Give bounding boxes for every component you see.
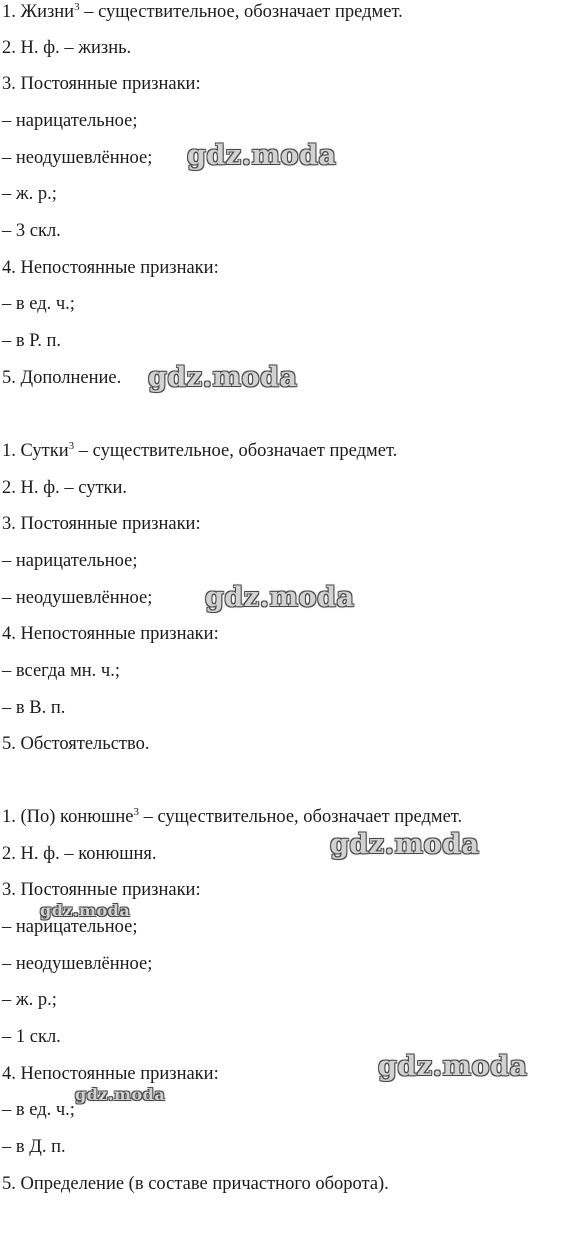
- block2-line-5: – неодушевлённое;: [2, 588, 153, 608]
- block1-line-4: – нарицательное;: [2, 111, 138, 131]
- watermark-logo: gdz.moda: [75, 1085, 166, 1104]
- watermark-logo: gdz.moda: [148, 362, 298, 393]
- block3-line-8: 4. Непостоянные признаки:: [2, 1064, 219, 1084]
- block1-line-7: – 3 скл.: [2, 221, 61, 241]
- block1-line-2: 2. Н. ф. – жизнь.: [2, 38, 132, 58]
- watermark-logo: gdz.moda: [40, 901, 131, 920]
- block1-line-1: 1. Жизни$^3$ – существительное, обозначает предмет.: [2, 1, 403, 22]
- block3-line-9: – в ед. ч.;: [2, 1100, 75, 1120]
- block2-line-3: 3. Постоянные признаки:: [2, 514, 201, 534]
- block1-line-6: – ж. р.;: [2, 184, 57, 204]
- block2-line-9: 5. Обстоятельство.: [2, 734, 150, 754]
- block2-line-1: 1. Сутки$^3$ – существительное, обозначает предмет.: [2, 440, 398, 461]
- block3-line-2: 2. Н. ф. – конюшня.: [2, 844, 157, 864]
- block3-line-4: – нарицательное;: [2, 917, 138, 937]
- block3-line-3: 3. Постоянные признаки:: [2, 880, 201, 900]
- block2-line-8: – в В. п.: [2, 698, 66, 718]
- block1-line-8: 4. Непостоянные признаки:: [2, 258, 219, 278]
- watermark-logo: gdz.moda: [378, 1051, 528, 1082]
- block1-line-5: – неодушевлённое;: [2, 148, 153, 168]
- watermark-logo: gdz.moda: [187, 140, 337, 171]
- block1-line-11: 5. Дополнение.: [2, 368, 122, 388]
- block3-line-7: – 1 скл.: [2, 1027, 61, 1047]
- block3-line-1: 1. (По) конюшне$^3$ – существительное, обозначает предмет.: [2, 806, 463, 827]
- block2-line-6: 4. Непостоянные признаки:: [2, 624, 219, 644]
- block1-line-10: – в Р. п.: [2, 331, 61, 351]
- block3-line-10: – в Д. п.: [2, 1137, 66, 1157]
- block1-line-9: – в ед. ч.;: [2, 294, 75, 314]
- block3-line-11: 5. Определение (в составе причастного оборота).: [2, 1174, 389, 1194]
- block1-line-3: 3. Постоянные признаки:: [2, 74, 201, 94]
- watermark-logo: gdz.moda: [205, 582, 355, 613]
- watermark-logo: gdz.moda: [330, 829, 480, 860]
- block2-line-4: – нарицательное;: [2, 551, 138, 571]
- block2-line-2: 2. Н. ф. – сутки.: [2, 478, 128, 498]
- block2-line-7: – всегда мн. ч.;: [2, 661, 120, 681]
- block3-line-5: – неодушевлённое;: [2, 954, 153, 974]
- block3-line-6: – ж. р.;: [2, 990, 57, 1010]
